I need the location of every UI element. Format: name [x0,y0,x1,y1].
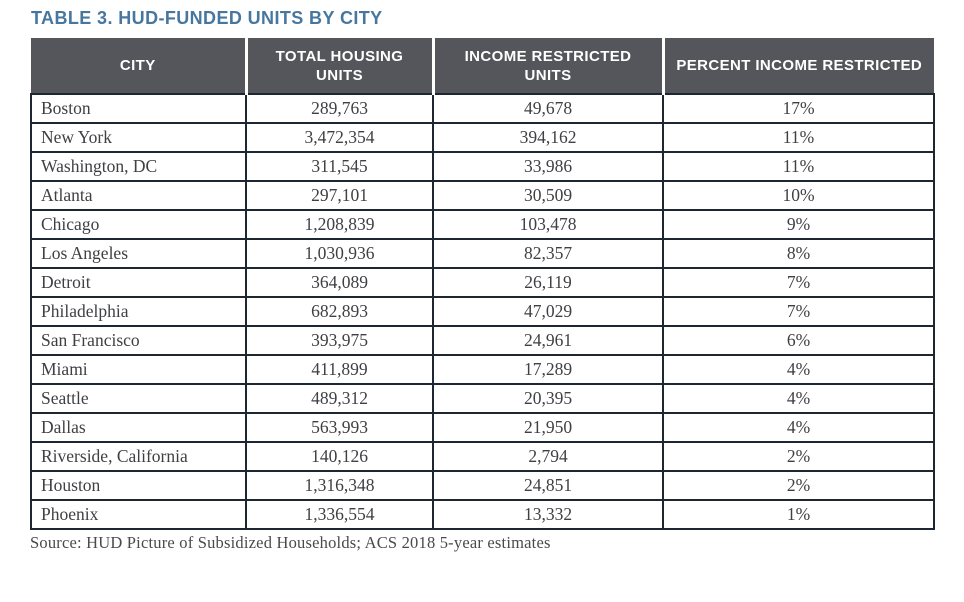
percent-income-restricted-cell: 11% [663,152,934,181]
percent-income-restricted-cell: 7% [663,297,934,326]
percent-income-restricted-cell: 4% [663,413,934,442]
table-row [31,471,934,500]
table-row [31,326,934,355]
income-restricted-units-cell: 103,478 [433,210,663,239]
percent-income-restricted-cell: 17% [663,94,934,123]
income-restricted-units-cell: 49,678 [433,94,663,123]
income-restricted-units-cell: 47,029 [433,297,663,326]
source-note: Source: HUD Picture of Subsidized Households; ACS 2018 5-year estimates [30,533,551,552]
total-housing-units-cell: 411,899 [246,355,433,384]
percent-income-restricted-cell: 7% [663,268,934,297]
income-restricted-units-cell: 13,332 [433,500,663,529]
city-cell: Seattle [31,384,246,413]
total-housing-units-cell: 311,545 [246,152,433,181]
table-title: TABLE 3. HUD-FUNDED UNITS BY CITY [31,8,383,28]
table-row [31,239,934,268]
city-cell: San Francisco [31,326,246,355]
total-housing-units-cell: 682,893 [246,297,433,326]
city-cell: Philadelphia [31,297,246,326]
table-row [31,297,934,326]
percent-income-restricted-cell: 8% [663,239,934,268]
income-restricted-units-cell: 20,395 [433,384,663,413]
percent-income-restricted-cell: 1% [663,500,934,529]
city-cell: Los Angeles [31,239,246,268]
city-cell: Houston [31,471,246,500]
col-header-city: CITY [31,38,246,94]
income-restricted-units-cell: 17,289 [433,355,663,384]
city-cell: Riverside, California [31,442,246,471]
table-row [31,500,934,529]
income-restricted-units-cell: 33,986 [433,152,663,181]
percent-income-restricted-cell: 11% [663,123,934,152]
percent-income-restricted-cell: 4% [663,355,934,384]
total-housing-units-cell: 1,316,348 [246,471,433,500]
total-housing-units-cell: 1,208,839 [246,210,433,239]
city-cell: Miami [31,355,246,384]
percent-income-restricted-cell: 10% [663,181,934,210]
city-cell: Atlanta [31,181,246,210]
table-body [31,94,934,529]
table-row [31,181,934,210]
income-restricted-units-cell: 24,961 [433,326,663,355]
header-row [31,38,934,94]
percent-income-restricted-cell: 2% [663,471,934,500]
percent-income-restricted-cell: 9% [663,210,934,239]
city-cell: Phoenix [31,500,246,529]
col-header-income-restricted-units: INCOME RESTRICTED UNITS [433,38,663,94]
col-header-total-housing-units: TOTAL HOUSING UNITS [246,38,433,94]
income-restricted-units-cell: 2,794 [433,442,663,471]
total-housing-units-cell: 1,336,554 [246,500,433,529]
city-cell: Boston [31,94,246,123]
city-cell: Detroit [31,268,246,297]
table-row [31,152,934,181]
table-row [31,442,934,471]
city-cell: New York [31,123,246,152]
total-housing-units-cell: 3,472,354 [246,123,433,152]
city-cell: Dallas [31,413,246,442]
total-housing-units-cell: 1,030,936 [246,239,433,268]
total-housing-units-cell: 489,312 [246,384,433,413]
table-header [31,38,934,94]
total-housing-units-cell: 393,975 [246,326,433,355]
table-row [31,94,934,123]
table-row [31,123,934,152]
total-housing-units-cell: 140,126 [246,442,433,471]
income-restricted-units-cell: 30,509 [433,181,663,210]
table-row [31,268,934,297]
total-housing-units-cell: 297,101 [246,181,433,210]
city-cell: Chicago [31,210,246,239]
col-header-percent-income-restricted: PERCENT INCOME RESTRICTED [663,38,934,94]
total-housing-units-cell: 563,993 [246,413,433,442]
income-restricted-units-cell: 394,162 [433,123,663,152]
hud-funded-units-table [30,38,935,530]
table-row [31,210,934,239]
percent-income-restricted-cell: 4% [663,384,934,413]
total-housing-units-cell: 364,089 [246,268,433,297]
income-restricted-units-cell: 82,357 [433,239,663,268]
table-row [31,384,934,413]
income-restricted-units-cell: 24,851 [433,471,663,500]
city-cell: Washington, DC [31,152,246,181]
total-housing-units-cell: 289,763 [246,94,433,123]
income-restricted-units-cell: 26,119 [433,268,663,297]
percent-income-restricted-cell: 6% [663,326,934,355]
table-row [31,355,934,384]
income-restricted-units-cell: 21,950 [433,413,663,442]
percent-income-restricted-cell: 2% [663,442,934,471]
table-row [31,413,934,442]
